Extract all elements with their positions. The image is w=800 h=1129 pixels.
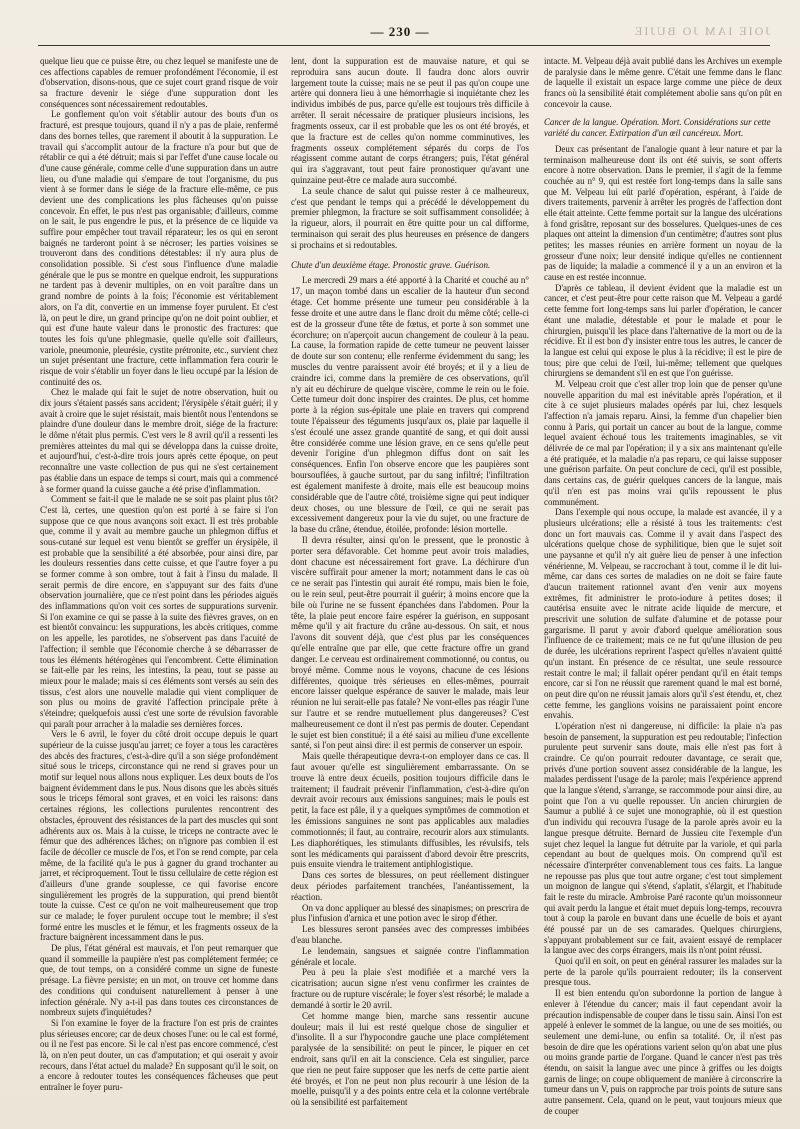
column-right [544, 56, 782, 1116]
paragraph: Cet homme mange bien, marche sans ressentir aucune douleur; mais il lui est resté quelque chose de singulier et d'insolite. Il a sur l'hypocondre gauche une place complétement paralysée de la sensibilité: on peut le pincer, le piquer en cet endroit, sans qu'il en ait la conscience. Cela est singulier, parce que rien ne peut faire supposer que les nerfs de cette partie aient été broyés, et l'on ne peut non plus recourir à une lésion de la moelle, puisqu'il y a des points entre cela et la colonne vertébrale où la sensibilité est parfaitement [291, 1010, 529, 1108]
paragraph: Il est bien entendu qu'on subordonne la portion de langue à enlever à l'étendue du cancer; mais il faut cependant avoir la précaution indispensable de couper dans le tissu sain. Ainsi l'on est appelé à enlever le sommet de la langue, ou une de ses moitiés, ou seulement une demi-lune, ou enfin sa totalité. Or, il n'est pas besoin de dire que les opérations varient selon qu'on abat une plus ou moins grande partie de l'organe. Quand le cancer n'est pas très étendu, on saisit la langue avec une pince à griffes ou les doigts garnis de linge; on coupe obliquement de manière à circonscrire la tumeur dans un V, puis on rapproche par trois points de suture sans autre pansement. Cela, quand on le peut, vaut toujours mieux que de couper [544, 988, 782, 1116]
paragraph: Les blessures seront pansées avec des compresses imbibées d'eau blanche. [291, 924, 529, 945]
bleed-through-text: JOIE IAM JO BUJIE [633, 24, 770, 38]
paragraph: Si l'on examine le foyer de la fracture l'on est pris de craintes plus sérieuses encore; car de deux choses l'une: ou le cal est formé, ou il ne l'est pas encore. Si le cal n'est pas encore commencé, c'est là, on n'en peut douter, un cas d'amputation; et qui oserait y avoir recours, dans l'état actuel du malade? En supposant qu'il le soit, on a encore à redouter toutes les conséquences fâcheuses que peut entraîner le foyer puru- [40, 1017, 278, 1092]
column-left [40, 56, 278, 1093]
paragraph: La seule chance de salut qui puisse rester à ce malheureux, c'est que pendant le temps qui a précédé le développement du premier phlegmon, la fracture se soit suffisamment consolidée; à la rigueur, alors, il pourrait en être quitte pour un cal difforme, terminaison qui serait des plus heureuses en présence de dangers si prochains et si redoutables. [291, 185, 529, 250]
paragraph: On va donc appliquer au blessé des sinapismes; on prescrira de plus l'infusion d'arnica et une potion avec le sirop d'éther. [291, 902, 529, 924]
page-number: — 230 — [370, 24, 430, 39]
section-heading: Cancer de la langue. Opération. Mort. Considérations sur cette variété du cancer. Extirpation d'un œil cancéreux. Mort. [544, 117, 771, 139]
paragraph: De plus, l'état général est mauvais, et l'on peut remarquer que quand il sommeille la paupière n'est pas complétement fermée; ce que, de tout temps, on a considéré comme un signe de funeste présage. La fièvre persiste; en un mot, on trouve cet homme dans des conditions qui conduisent naturellement à penser à une infection générale. N'y a-t-il pas dans toutes ces circonstances de nombreux sujets d'inquiétudes? [40, 943, 278, 1018]
column-middle [291, 56, 529, 1108]
paragraph: Le lendemain, sangsues et saignée contre l'inflammation générale et locale. [291, 945, 529, 967]
paragraph: M. Velpeau croit que c'est aller trop loin que de penser qu'une nouvelle apparition du mal est inévitable après l'opération, et il cite à ce sujet plusieurs malades opérés par lui, chez lesquels l'affection n'a jamais reparu. Ainsi, la femme d'un chapelier bien connu à Paris, qui portait un cancer au bout de la langue, comme lequel avaient échoué tous les traitements imaginables, se vit délivrée de ce mal par l'opération; il y a six ans maintenant qu'elle a été pratiquée, et la maladie n'a pas reparu, ce qui laisse supposer une guérison parfaite. On peut conclure de ceci, qu'il est possible, dans certains cas, de guérir quelques cancers de la langue, mais qu'il n'en est pas moins vrai qu'ils repoussent le plus communément. [544, 378, 782, 507]
paragraph: Vers le 6 avril, le foyer du côté droit occupe depuis le quart supérieur de la cuisse jusqu'au jarret; ce foyer a tous les caractères des abcès des fractures, c'est-à-dire qu'il a son siége profondément situé sous le triceps, circonstance qui ne rend si graves pour un motif sur lequel nous allons nous expliquer. Les deux bouts de l'os baignent évidemment dans le pus. Nous disons que les abcès situés sous le triceps fémoral sont graves, et en voici les raisons: dans certaines régions, les collections purulentes rencontrent des obstacles, éprouvent des résistances de la part des muscles qui sont adhérents aux os. Mais à la cuisse, le triceps ne contracte avec le fémur que des adhérences lâches; on n'ignore pas combien il est facile de décoller ce muscle de l'os, et l'on se rend compte, par cela même, de la facilité qu'a le pus à gagner du grand trochanter au jarret, et réciproquement. Tout le tissu cellulaire de cette région est d'ailleurs d'une grande souplesse, ce qui favorise encore singulièrement les progrès de la suppuration, qui prend bientôt toute la cuisse. C'est ce qu'on ne voit malheureusement que trop sur ce malade; le foyer purulent occupe tout le membre; il s'est formé entre les muscles et le fémur, et les fragments osseux de la fracture baignèrent incessamment dans le pus. [40, 729, 278, 943]
paragraph: Il devra résulter, ainsi qu'on le pressent, que le pronostic à porter sera défavorable. Cet homme peut avoir trois maladies, dont chacune est nécessairement fort grave. La déchirure d'un viscère suffirait pour amener la mort; notamment dans le cas où ce ne serait pas l'intestin qui aurait été rompu, mais bien le foie, ou le rein seul, peut-être pourrait il guérir; à moins encore que la bile où l'urine ne se fussent épanchées dans l'abdomen. Pour la tête, la plaie peut encore faire espérer la guérison, en supposant même qu'il y ait fracture du crâne au-dessous. On sait, et nous l'avons dit souvent déjà, que c'est plus par les conséquences qu'elle entraîne que par elle, que cette fracture offre un grand danger. Le cerveau est ordinairement commotionné, ou contus, ou broyé même. Comme nous le voyons, chacune de ces lésions différentes, quoique très sérieuses en elles-mêmes, pourrait encore laisser quelque espérance de sauver le malade, mais leur réunion ne lui serait-elle pas fatale? Ne vont-elles pas réagir l'une sur l'autre et se rendre mutuellement plus dangereuses? C'est malheureusement ce dont il n'est pas permis de douter. Cependant le sujet est bien constitué; il a été saisi au milieu d'une excellente santé, si l'on peut ainsi dire: il est permis de conserver un espoir. [291, 534, 529, 751]
paragraph: Quoi qu'il en soit, on peut en général rassurer les malades sur la perte de la parole qu'ils pourraient redouter; ils la conservent presque tous. [544, 956, 782, 988]
paragraph: Comment se fait-il que le malade ne se soit pas plaint plus tôt? C'est là, certes, une question qu'on est porté à se faire si l'on suppose que ce que nous avançons soit exact. Il est très probable que, comme il y avait au membre gauche un phlegmon diffus et sous-cutané sur lequel est venu bientôt se greffer un érysipèle, il est probable que la sensibilité a été absorbée, pour ainsi dire, par les douleurs ressenties dans cette cuisse, et que l'autre foyer a pu se former comme à son ombre, tout à fait à l'insu du malade. Il serait permis de dire encore, en s'appuyant sur des faits d'une observation journalière, que ce n'est point dans les périodes aiguës des inflammations qu'on voit ces sortes de suppurations survenir. Si l'on examine ce qui se passe à la suite des fièvres graves, on en est bientôt convaincu: les suppurations, les abcès critiques, comme on les appelle, les parotides, ne s'observent pas dans l'acuité de l'affection; il semble que l'économie cherche à se débarrasser de tous les éléments hétérogènes qui l'encombrent. Cette élimination se fait-elle par les reins, les intestins, la peau, tout se passe au mieux pour le malade; mais si ces éléments sont versés au sein des tissus, c'est alors une nouvelle maladie qui vient compliquer de son plus ou moins de gravité l'affection principale prête à s'éteindre; quelquefois aussi c'est une sorte de révulsion favorable qui paraît pour arracher à la maladie ses dernières forces. [40, 494, 278, 729]
paragraph: Dans l'exemple qui nous occupe, la malade est avancée, il y a plusieurs ulcérations; elle a résisté à tous les traitements: c'est donc un fort mauvais cas. Comme il y avait dans l'aspect des ulcérations quelque chose de syphilitique, bien que le sujet soit une paysanne et qu'il n'y ait guère lieu de penser à une infection vénérienne, M. Velpeau, se raccrochant à tout, comme il le dit lui-même, car dans ces sortes de maladies on ne doit se faire faute d'aucun traitement rationnel avant d'en venir aux moyens extrêmes, fit administrer le proto-iodure à petites doses; il cautérisa ensuite avec le nitrate acide liquide de mercure, et prescrivit une solution de sulfate d'alumine et de potasse pour gargarisme. Il parut y avoir d'abord quelque amélioration sous l'influence de ce traitement; mais ce ne fut qu'une illusion de peu de durée, les ulcérations reprirent l'aspect qu'elles n'avaient quitté qu'un instant. En présence de ce résultat, une seule ressource restait contre le mal; il fallait opérer pendant qu'il en était temps encore, car si l'on ne réussit que rarement quand le mal est borné, on peut dire qu'on ne réussit jamais alors qu'il s'est étendu, et, chez cette femme, les ganglions voisins ne paraissaient point encore envahis. [544, 507, 782, 721]
header-rule [38, 45, 770, 46]
paragraph: D'après ce tableau, il devient évident que la maladie est un cancer, et c'est peut-être pour cette raison que M. Velpeau a gardé cette femme fort long-temps sans lui parler d'opération, le cancer étant une maladie, détestable et pour le malade et pour le chirurgien, puisqu'il les place dans l'alternative de la mort ou de la récidive. Et il est bon d'y insister entre tous les autres, le cancer de la langue est celui qui expose le plus à la récidive; il est le pire de tous; pire que celui de l'œil, lui-même; tellement que quelques chirurgiens se demandent s'il en est que l'on guérisse. [544, 282, 782, 379]
paragraph: Le mercredi 29 mars a été apporté à la Charité et couché au n° 17, un maçon tombé dans un escalier de la hauteur d'un second étage. Cet homme présente une tumeur peu considérable à la fesse droite et une autre dans le flanc droit du même côté; celle-ci est de la grosseur d'une tête de fœtus, et porte à son sommet une écorchure; on n'aperçoit aucun changement de couleur à la peau. La cause, la formation rapide de cette tumeur ne peuvent laisser de doute sur son contenu; elle renferme évidemment du sang; les muscles du ventre paraissent avoir été broyés; et il y a lieu de craindre ici, comme dans la première de ces observations, qu'il n'y ait eu déchirure de quelque viscère, comme le rein ou le foie. Cette tumeur doit donc inspirer des craintes. De plus, cet homme porte à la région sus-épitale une plaie en travers qui comprend toute l'épaisseur des téguments jusqu'aux os, plaie par laquelle il s'est écoulé une assez grande quantité de sang, et qui doit aussi être considérée comme une lésion grave, en ce sens qu'elle peut devenir l'origine d'un phlegmon diffus dont on sait les conséquences. Enfin l'on observe encore que les paupières sont boursouflées, à gauche surtout, par du sang infiltré; l'infiltration est également manifeste à droite, mais elle est beaucoup moins considérable que de l'autre côté, troisième signe qui peut indiquer deux choses, ou une blessure de l'œil, ce qui ne serait pas excessivement dangereux pour la vie du sujet, ou une fracture de la base du crâne, étendue, étoilée, profonde: lésion mortelle. [291, 275, 529, 535]
paragraph: L'opération n'est ni dangereuse, ni difficile: la plaie n'a pas besoin de pansement, la suppuration est peu redoutable; l'infection purulente peut survenir sans doute, mais elle n'est pas fort à craindre. Ce qu'on pourrait redouter davantage, ce serait que, privés d'une portion souvent assez considérable de la langue, les malades perdissent l'usage de la parole; mais l'expérience apprend que la langue s'étend, s'arrange, se raccommode pour ainsi dire, au point que l'on a vu quelle repousser. Un ancien chirurgien de Saumur a publié à ce sujet une monographie, où il est question d'un individu qui recouvra l'usage de la parole après avoir eu la langue presque détruite. Bernard de Jussieu cite l'exemple d'un sujet chez lequel la langue fut détruite par la variole, et qui parla cependant au bout de quelques mois. On comprend qu'il est nécessaire d'interpréter convenablement tous ces faits. La langue ne repousse pas plus que tout autre organe; c'est tout simplement un moignon de langue qui s'étend, s'aplatit, s'élargit, et l'habitude fait le reste du miracle. Ambroise Paré raconte qu'un moissonneur qui avait perdu la langue et était muet depuis long-temps, recouvra tout à coup la parole en buvant dans une écuelle de bois et ayant été poussé par un de ses camarades. Quelques chirurgiens, s'appuyant probablement sur ce fait, avaient essayé de remplacer la langue avec des corps étrangers, mais ils n'ont point réussi. [544, 720, 782, 956]
paragraph: Deux cas présentant de l'analogie quant à leur nature et par la terminaison malheureuse dont ils ont été suivis, se sont offerts encore à notre observation. Dans le premier, il s'agit de la femme couchée au n° 9, qui est restée fort long-temps dans la salle sans que M. Velpeau lui eût parlé d'opération, espérant, à l'aide de divers traitements, parvenir à arrêter les progrès de l'affection dont elle était atteinte. Cette femme portait sur la langue des ulcérations à fond grisâtre, reposant sur des bosselures. Quelques-unes de ces plaques ont atteint la dimension d'un centimètre; d'autres sont plus petites; les masses réunies en arrière forment un noyau de la grosseur d'une noix; leur densité indique qu'elles ne contiennent pas de liquide; la maladie a commencé il y a un an environ et la cause en est restée inconnue. [544, 143, 782, 283]
section-heading: Chute d'un deuxième étage. Pronostic grave. Guérison. [291, 259, 491, 270]
page-header [0, 18, 800, 40]
paragraph: Le gonflement qu'on voit s'établir autour des bouts d'un os fracturé, est presque toujours, quand il n'y a pas de plaie, renfermé dans des bornes telles, que rarement il aboutit à la suppuration. Le travail qui s'accomplit autour de la fracture n'a pour but que de rétablir ce qui a été détruit; mais si par l'effet d'une cause locale ou d'une cause générale, comme celle d'une suppuration dans un autre lieu, ou d'une maladie qui s'empare de tout l'organisme, du pus vient à se former dans le siége de la fracture elle-même, ce pus devient une des complications les plus fâcheuses qu'on puisse concevoir. En effet, le pus n'est pas organisable; d'ailleurs, comme on le sait, le pus engendre le pus, et la présence de ce liquide va suffire pour empêcher tout travail réparateur; les os qui en seront baignés ne tarderont point à se nécroser; les parties voisines se trouveront dans des conditions détestables: il n'y aura plus de consolidation possible. Si c'est sous l'influence d'une maladie générale que le pus se montre en quelque endroit, les suppurations ne tardent pas à devenir multiples, on en voit paraître dans un grand nombre de points à la fois; l'économie est véritablement alors, on l'a dit, convertie en un immense foyer purulent. Et c'est là, on peut le dire, un grand principe qu'on ne doit point oublier, et qui est d'une haute valeur dans le pronostic des fractures: que toutes les fois qu'une phlegmasie, quelle qu'elle soit d'ailleurs, variole, pneumonie, pleurésie, cystite prétronite, etc., survient chez un sujet présentant une fracture, cette inflammation fera courir le risque de voir s'établir un foyer dans le lieu occupé par la lésion de continuité des os. [40, 109, 278, 387]
paragraph: Mais quelle thérapeutique devra-t-on employer dans ce cas. Il faut avouer qu'elle est singulièrement embarrassante. On se trouve là entre deux écueils, position toujours difficile dans le traitement; il faudrait prévenir l'inflammation, c'est-à-dire qu'on devrait avoir recours aux émissions sanguines; mais le pouls est petit, la face est pâle, il y a quelques symptômes de commotion et les émissions sanguines ne sont pas applicables aux maladies commotionnés; il faut, au contraire, recourir alors aux stimulants. Les diaphorétiques, les stimulants diffusibles, les révulsifs, tels sont les médicaments qui paraissent d'abord devoir être prescrits, puis ensuite viendra le traitement antiphlogistique. [291, 751, 529, 870]
paragraph: Chez le malade qui fait le sujet de notre observation, huit ou dix jours s'étaient passés sans accident; l'érysipèle s'était guéri; il y avait à croire que le sujet résistait, mais bientôt nous l'entendons se plaindre d'une douleur dans le membre droit, siége de la fracture: le dôme n'était plus permis. C'est vers le 8 avril qu'il a ressenti les premières atteintes du mal qui se développa dans la cuisse droite, et aujourd'hui, c'est-à-dire trois jours après cette époque, on peut reconnaître une vaste collection de pus qui ne s'est certainement pas établie dans un espace de temps si court, mais qui a commencé à se former quand la cuisse gauche a été prise d'inflammation. [40, 387, 278, 494]
paragraph: Peu à peu la plaie s'est modifiée et a marché vers la cicatrisation; aucun signe n'est venu confirmer les craintes de fracture ou de rupture viscérale; le foyer s'est résorbé; le malade a demandé à sortir le 20 avril. [291, 967, 529, 1010]
paragraph: quelque lieu que ce puisse être, ou chez lequel se manifeste une de ces affections capables de remuer profondément l'économie, il est d'observation, disons-nous, que ce sujet court grand risque de voir sa fracture devenir le siége d'une suppuration dont les conséquences sont nécessairement redoutables. [40, 56, 278, 109]
paragraph: lent, dont la suppuration est de mauvaise nature, et qui se reproduira sans aucun doute. Il faudra donc alors ouvrir largement toute la cuisse; mais ne se peut il pas qu'on coupe une artère qui donnera lieu à une hémorrhagie si inquiétante chez les individus imbibés de pus, parce qu'elle est toujours très difficile à arrêter. Il serait nécessaire de pratiquer plusieurs incisions, les fragments osseux, car il est probable que les os ont été broyés, et que la fracture est de celles qu'on nomme comminutives, les fragments osseux complétement séparés du corps de l'os réagissent comme autant de corps étrangers; puis, l'état général qui ira s'aggravant, tout peut faire pronostiquer qu'avant une quinzaine peut-être ce malade aura succombé. [291, 56, 529, 185]
paragraph: Dans ces sortes de blessures, on peut réellement distinguer deux périodes parfaitement tranchées, l'anéantissement, la réaction. [291, 870, 529, 902]
paragraph: intacte. M. Velpeau déjà avait publié dans les Archives un exemple de paralysie dans le même genre. C'était une femme dans le flanc de laquelle il existait un espace large comme une pièce de deux francs où la sensibilité était complétement abolie sans qu'on pût en concevoir la cause. [544, 56, 782, 109]
